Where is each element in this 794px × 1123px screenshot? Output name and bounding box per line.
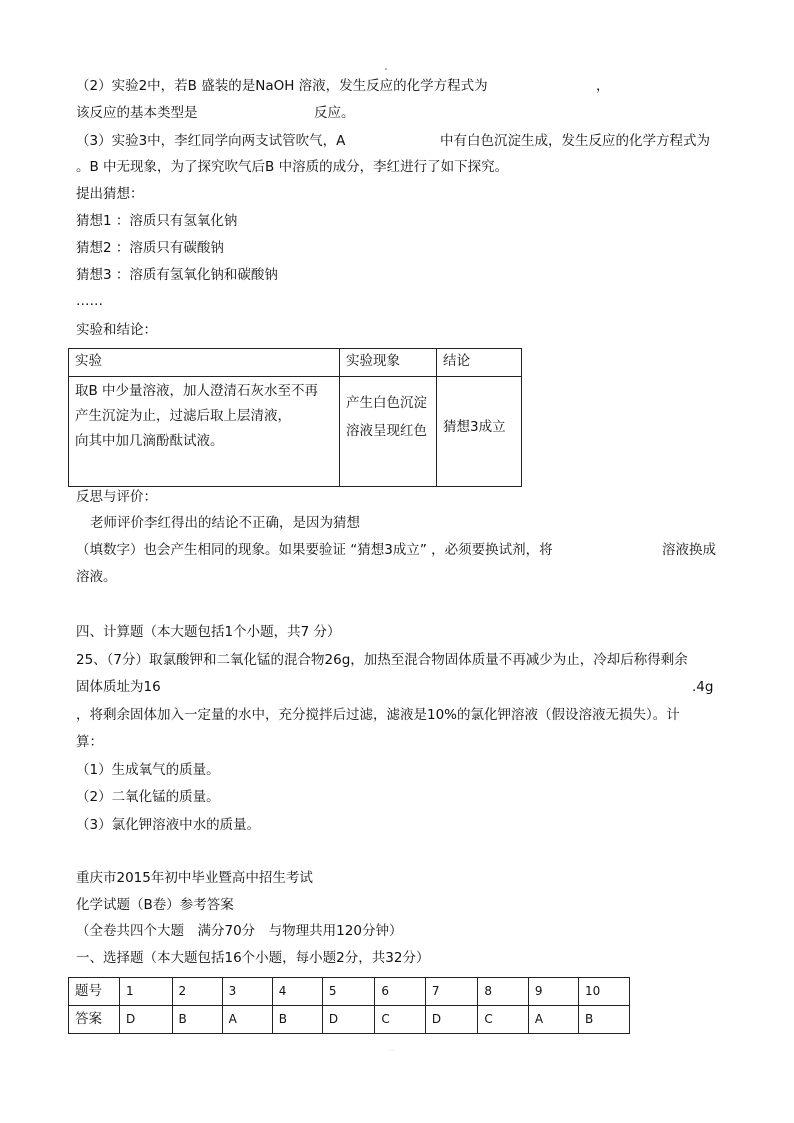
reflection-line1: 老师评价李红得出的结论不正确，是因为猜想	[90, 515, 360, 531]
answer-table	[68, 977, 630, 1034]
q3-line1-end: 中有白色沉淀生成，发生反应的化学方程式为	[440, 133, 710, 149]
experiment-table	[68, 348, 522, 487]
number-cell: 7	[425, 978, 478, 1006]
table-header-row	[69, 349, 522, 377]
q2-line1-end: ，	[596, 78, 610, 94]
answer-cell: B	[579, 1006, 630, 1034]
header-experiment: 实验	[69, 349, 340, 377]
q25-line2-end: .4g	[692, 679, 714, 695]
phenomenon-cell	[340, 377, 437, 487]
reflection-title: 反思与评价：	[76, 489, 157, 505]
number-cell: 9	[528, 978, 578, 1006]
header-phenomenon: 实验现象	[340, 349, 437, 377]
number-cell: 3	[222, 978, 272, 1006]
table-row	[69, 377, 522, 487]
q25-line3: ，将剩余固体加入一定量的水中，充分搅拌后过滤，滤液是10%的氯化钾溶液（假设溶液无损失）。计	[76, 707, 680, 723]
number-cell: 6	[375, 978, 425, 1006]
number-cell: 5	[322, 978, 375, 1006]
reflection-line2: （填数字）也会产生相同的现象。如果要验证 “猜想3成立” ，必须要换试剂，将	[76, 542, 553, 558]
experiment-steps	[69, 377, 340, 487]
q2-line1: （2）实验2中，若B 盛装的是NaOH 溶液，发生反应的化学方程式为	[76, 78, 488, 94]
q25-line2: 固体质址为16	[76, 679, 161, 695]
answer-cell: B	[272, 1006, 322, 1034]
answer-cell: C	[478, 1006, 528, 1034]
q25-sub-3: （3）氯化钾溶液中水的质量。	[76, 817, 261, 833]
decorative-dot	[385, 68, 387, 70]
q25-line4: 算：	[76, 734, 103, 750]
answer-cell: A	[528, 1006, 578, 1034]
answers-section1: 一、选择题（本大题包括16个小题，每小题2分，共32分）	[76, 950, 430, 966]
number-cell: 10	[579, 978, 630, 1006]
answers-title1: 重庆市2015年初中毕业暨高中招生考试	[76, 870, 313, 886]
step-line-3: 向其中加几滴酚酞试液。	[75, 433, 224, 449]
answer-letter-row	[69, 1006, 630, 1034]
answers-note: （全卷共四个大题 满分70分 与物理共用120分钟）	[76, 923, 403, 939]
answer-cell: D	[425, 1006, 478, 1034]
q25-sub-1: （1）生成氧气的质量。	[76, 762, 220, 778]
q3-line2: 。B 中无现象，为了探究吹气后B 中溶质的成分，李红进行了如下探究。	[76, 159, 509, 175]
row-label-answer: 答案	[69, 1006, 120, 1034]
conclusion-title: 实验和结论：	[76, 322, 157, 338]
ellipsis: ……	[76, 293, 103, 309]
q25-sub-2: （2）二氧化锰的质量。	[76, 789, 220, 805]
phenomenon-line-1: 产生白色沉淀	[346, 395, 427, 411]
conclusion-cell: 猜想3成立	[437, 377, 522, 487]
q2-line2: 该反应的基本类型是	[76, 105, 198, 121]
reflection-line3: 溶液。	[76, 569, 117, 585]
number-cell: 4	[272, 978, 322, 1006]
step-line-2: 产生沉淀为止，过滤后取上层清液，	[75, 408, 291, 424]
hypothesis-1: 猜想1 ：溶质只有氢氧化钠	[76, 213, 238, 229]
section4-title: 四、计算题（本大题包括1个小题，共7 分）	[76, 624, 341, 640]
hypothesis-2: 猜想2 ：溶质只有碳酸钠	[76, 240, 224, 256]
q2-line2-end: 反应。	[314, 105, 355, 121]
step-line-1: 取B 中少量溶液，加人澄清石灰水至不再	[75, 383, 319, 399]
answer-cell: C	[375, 1006, 425, 1034]
q25-line1: 25、（7分）取氯酸钾和二氧化锰的混合物26g，加热至混合物固体质量不再减少为止，冷却后称得剩余	[76, 652, 688, 668]
answer-cell: B	[172, 1006, 222, 1034]
reflection-line2-end: 溶液换成	[662, 542, 716, 558]
answer-cell: D	[322, 1006, 375, 1034]
number-cell: 8	[478, 978, 528, 1006]
hypothesis-3: 猜想3 ：溶质有氢氧化钠和碳酸钠	[76, 267, 278, 283]
answer-cell: A	[222, 1006, 272, 1034]
number-cell: 1	[120, 978, 173, 1006]
answers-title2: 化学试题（B卷）参考答案	[76, 897, 234, 913]
number-cell: 2	[172, 978, 222, 1006]
header-conclusion: 结论	[437, 349, 522, 377]
phenomenon-line-2: 溶液呈现红色	[346, 423, 427, 439]
answer-number-row	[69, 978, 630, 1006]
hypothesis-title: 提出猜想：	[76, 186, 144, 202]
page-footer-mark: ···	[388, 1048, 394, 1055]
answer-cell: D	[120, 1006, 173, 1034]
q3-line1: （3）实验3中，李红同学向两支试管吹气，A	[76, 133, 346, 149]
row-label-number: 题号	[69, 978, 120, 1006]
